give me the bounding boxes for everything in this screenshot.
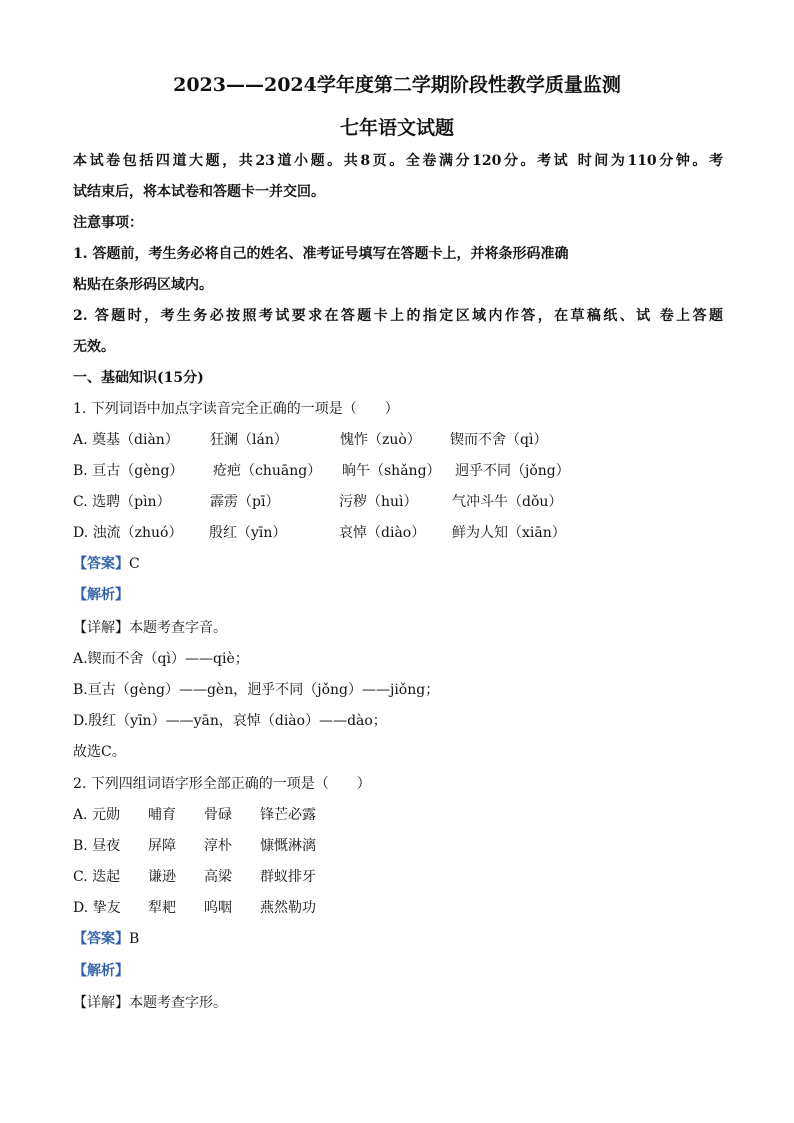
detail-text: 本题考查字音。: [129, 620, 227, 636]
q2-option-b-word-3: 淳朴: [204, 838, 232, 854]
q2-option-c-word-4: 群蚁排牙: [260, 869, 316, 885]
intro-line-1: 本试卷包括四道大题，共23道小题。共8页。全卷满分120分。考试 时间为110分钟。考: [73, 153, 723, 169]
q1-option-a-word-3: 愧怍（zuò）: [340, 432, 421, 448]
q2-option-a-word-3: 骨碌: [204, 807, 232, 823]
analysis-label: 【解析】: [73, 587, 129, 603]
q1-detail: [73, 618, 227, 638]
q2-option-d-word-3: 呜咽: [204, 900, 232, 916]
q2-detail: [73, 993, 227, 1013]
q1-option-a-word-4: 锲而不舍（qì）: [450, 432, 548, 448]
q2-option-d-word-1: D. 挚友: [73, 900, 121, 916]
q1-option-b-word-3: 晌午（shǎng）: [342, 463, 441, 479]
q2-option-c-word-3: 高梁: [204, 869, 232, 885]
q2-option-c-word-2: 谦逊: [148, 869, 176, 885]
q1-option-c-word-4: 气冲斗牛（dǒu）: [452, 494, 563, 510]
q1-option-c-word-3: 污秽（huì）: [339, 494, 418, 510]
q2-analysis: [73, 961, 129, 981]
note-2-line-1: 2. 答题时，考生务必按照考试要求在答题卡上的指定区域内作答，在草稿纸、试 卷上答题: [73, 308, 723, 324]
q2-option-b-word-1: B. 昼夜: [73, 838, 121, 854]
q1-explanation-a: A.锲而不舍（qì）——qiè；: [73, 651, 249, 667]
q1-explanation-b: B.亘古（gèng）——gèn，迥乎不同（jǒng）——jiǒng；: [73, 682, 440, 698]
notes-heading: 注意事项：: [73, 215, 143, 231]
page-title: 2023——2024学年度第二学期阶段性教学质量监测: [173, 74, 621, 96]
q1-option-b-word-4: 迥乎不同（jǒng）: [455, 463, 570, 479]
q1-conclusion: 故选C。: [73, 744, 126, 760]
detail-label: 【详解】: [73, 620, 129, 636]
q2-option-c-word-1: C. 迭起: [73, 869, 121, 885]
q1-option-d-word-4: 鲜为人知（xiān）: [452, 525, 566, 541]
answer-value: C: [129, 556, 140, 572]
q1-option-c-word-2: 霹雳（pī）: [210, 494, 280, 510]
section-heading: 一、基础知识(15分): [73, 370, 204, 386]
note-1-line-2: 粘贴在条形码区域内。: [73, 277, 213, 293]
q1-option-b-word-2: 疮疤（chuāng）: [213, 463, 322, 479]
detail-label: 【详解】: [73, 995, 129, 1011]
q2-option-b-word-2: 屏障: [148, 838, 176, 854]
note-2-line-2: 无效。: [73, 339, 115, 355]
q1-option-d-word-3: 哀悼（diào）: [339, 525, 426, 541]
q1-option-c-word-1: C. 选聘（pìn）: [73, 494, 171, 510]
q1-answer: [73, 554, 140, 574]
answer-label: 【答案】: [73, 931, 129, 947]
q2-option-d-word-4: 燕然勒功: [260, 900, 316, 916]
answer-label: 【答案】: [73, 556, 129, 572]
note-1-line-1: 1. 答题前，考生务必将自己的姓名、准考证号填写在答题卡上，并将条形码准确: [73, 246, 569, 262]
q2-option-d-word-2: 犁耙: [148, 900, 176, 916]
detail-text: 本题考查字形。: [129, 995, 227, 1011]
q2-option-a-word-4: 锋芒必露: [260, 807, 316, 823]
page-subtitle: 七年语文试题: [339, 117, 454, 139]
answer-value: B: [129, 931, 140, 947]
q1-option-a-word-2: 狂澜（lán）: [210, 432, 288, 448]
question-2-stem: 2. 下列四组词语字形全部正确的一项是（ ）: [73, 776, 371, 792]
q1-explanation-d: D.殷红（yīn）——yān，哀悼（diào）——dào；: [73, 713, 387, 729]
q1-option-d-word-2: 殷红（yīn）: [209, 525, 287, 541]
q1-option-a-word-1: A. 奠基（diàn）: [73, 432, 179, 448]
q1-analysis: [73, 585, 129, 605]
analysis-label: 【解析】: [73, 963, 129, 979]
q2-option-a-word-2: 哺育: [148, 807, 176, 823]
question-1-stem: 1. 下列词语中加点字读音完全正确的一项是（ ）: [73, 401, 399, 417]
q1-option-b-word-1: B. 亘古（gèng）: [73, 463, 184, 479]
q1-option-d-word-1: D. 浊流（zhuó）: [73, 525, 183, 541]
q2-option-b-word-4: 慷慨淋漓: [260, 838, 316, 854]
q2-option-a-word-1: A. 元勋: [73, 807, 121, 823]
q2-answer: [73, 929, 139, 949]
intro-line-2: 试结束后，将本试卷和答题卡一并交回。: [73, 184, 325, 200]
